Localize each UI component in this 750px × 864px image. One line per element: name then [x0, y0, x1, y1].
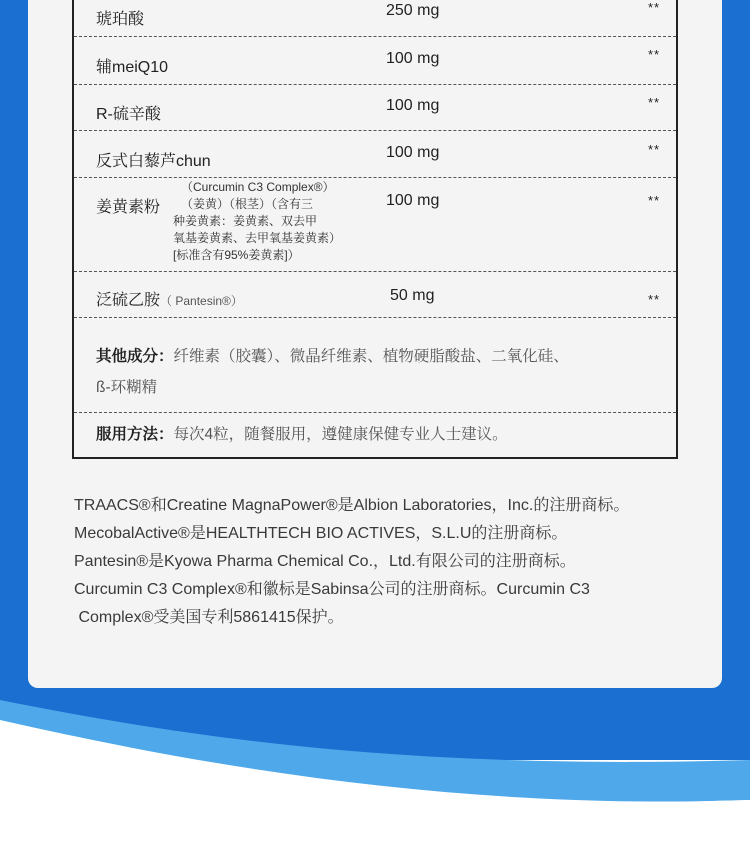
description-line: 氧基姜黄素、去甲氧基姜黄素）	[173, 231, 342, 245]
ingredient-amount: 250 mg	[386, 2, 440, 19]
daily-value-mark: **	[648, 292, 661, 307]
footnote-line: Pantesin®是Kyowa Pharma Chemical Co.，Ltd.有限公司的注册商标。	[74, 553, 576, 570]
daily-value-mark: **	[648, 193, 661, 208]
ingredient-amount: 100 mg	[386, 50, 440, 67]
other-ingredients-line: 纤维素（胶囊）、微晶纤维素、植物硬脂酸盐、二氧化硅、	[173, 348, 569, 365]
other-ingredients-text	[96, 341, 666, 403]
usage-label: 服用方法：	[96, 426, 174, 443]
ingredient-name	[96, 287, 243, 310]
trademark-footnotes	[74, 492, 694, 632]
ingredient-description	[173, 179, 383, 264]
description-line: [标准含有95%姜黄素]）	[173, 248, 300, 262]
ingredient-amount: 50 mg	[390, 287, 435, 304]
footnote-line: MecobalActive®是HEALTHTECH BIO ACTIVES，S.L.U的注册商标。	[74, 525, 568, 542]
ingredient-name: R-硫辛酸	[96, 106, 161, 123]
daily-value-mark: **	[648, 0, 661, 15]
table-row	[74, 0, 676, 37]
other-ingredients-row	[74, 318, 676, 413]
description-line: （Curcumin C3 Complex®）	[181, 180, 335, 194]
supplement-facts-table	[72, 0, 678, 459]
table-row	[74, 37, 676, 85]
ingredient-amount: 100 mg	[386, 144, 440, 161]
ingredient-brand-note: （ Pantesin®）	[160, 294, 243, 308]
table-row	[74, 272, 676, 318]
usage-row	[74, 413, 676, 457]
footnote-line: Curcumin C3 Complex®和徽标是Sabinsa公司的注册商标。Curcumin C3	[74, 581, 590, 598]
description-line: 种姜黄素：姜黄素、双去甲	[173, 214, 318, 228]
footnote-line: TRAACS®和Creatine MagnaPower®是Albion Laboratories，Inc.的注册商标。	[74, 497, 630, 514]
other-ingredients-line: ß-环糊精	[96, 379, 158, 396]
table-row	[74, 178, 676, 272]
description-line: （姜黄）（根茎）（含有三	[181, 197, 314, 211]
footnote-line: Complex®受美国专利5861415保护。	[74, 609, 344, 626]
usage-text	[96, 419, 666, 450]
daily-value-mark: **	[648, 95, 661, 110]
daily-value-mark: **	[648, 47, 661, 62]
ingredient-name: 反式白藜芦chun	[96, 153, 211, 170]
ingredient-amount: 100 mg	[386, 192, 440, 209]
ingredient-name: 姜黄素粉	[96, 199, 161, 216]
ingredient-name: 琥珀酸	[96, 11, 145, 28]
usage-instructions: 每次4粒，随餐服用，遵健康保健专业人士建议。	[173, 426, 508, 443]
table-row	[74, 85, 676, 131]
table-row	[74, 131, 676, 178]
ingredient-name: 辅meiQ10	[96, 59, 169, 76]
daily-value-mark: **	[648, 142, 661, 157]
ingredient-amount: 100 mg	[386, 97, 440, 114]
ingredient-name-text: 泛硫乙胺	[96, 292, 161, 309]
other-ingredients-label: 其他成分：	[96, 348, 174, 365]
